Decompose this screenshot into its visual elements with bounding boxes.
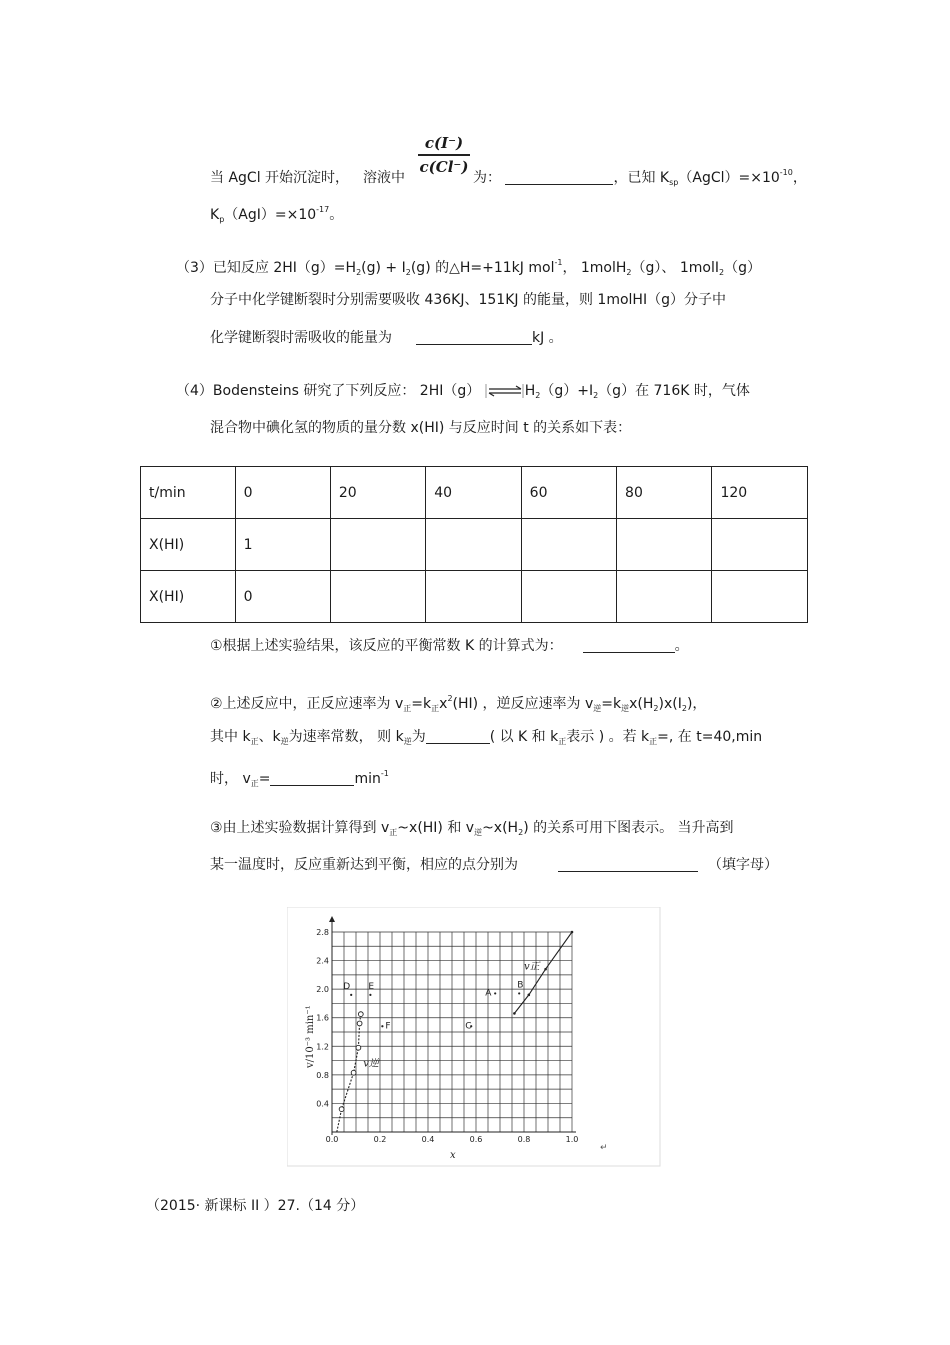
table-cell: 20 (330, 467, 425, 519)
v-ni-point (358, 1012, 363, 1017)
fraction-denominator: c(Cl⁻) (419, 158, 469, 176)
hi-fraction-table (140, 466, 808, 623)
answer-blank-k[interactable] (583, 638, 675, 653)
table-cell: 80 (617, 467, 712, 519)
point-label-f: F (385, 1021, 391, 1032)
q4-line2: 混合物中碘化氢的物质的量分数 x(HI) 与反应时间 t 的关系如下表： (210, 420, 632, 436)
y-tick-label: 0.4 (316, 1099, 329, 1109)
point-label-c: C (465, 1021, 472, 1032)
table-header-row (141, 467, 808, 519)
table-cell: 0 (235, 571, 330, 623)
x-tick-label: 0.0 (325, 1135, 339, 1144)
equilibrium-arrow-icon (485, 384, 525, 398)
ratio-fraction (416, 132, 472, 178)
v-zheng-point (513, 1012, 516, 1015)
table-cell: X(HI) (141, 571, 236, 623)
q3-line1: （3）已知反应 $2HI(g)=H_2(g) + I_2(g)$ 的△H=+11kJ mol$^{-1}$， 1molH$_2$（g）、 1molI$_2$（g） (176, 258, 761, 277)
answer-blank-points[interactable] (558, 857, 698, 872)
v-ni-point (351, 1070, 356, 1075)
point-marker-e (369, 994, 371, 996)
table-cell: 0 (235, 467, 330, 519)
table-cell: 1 (235, 519, 330, 571)
s2-line1: ②上述反应中，正反应速率为 $v_正=k_正x^2(HI)$ ，逆反应速率为 $v_逆=k_逆x(H_2)x(I_2)$， (210, 694, 707, 713)
point-label-a: A (485, 988, 492, 999)
answer-blank-energy[interactable] (416, 330, 532, 345)
y-tick-label: 2.4 (316, 956, 329, 966)
s2-line2: 其中 $k_正$、$k_逆$为速率常数， 则 $k_逆$为 ( 以 K 和 $k_正$表示 ) 。若 $k_正=$, 在 t=40,min (210, 729, 763, 746)
table-cell: X(HI) (141, 519, 236, 571)
answer-blank-vzheng[interactable] (270, 771, 354, 786)
table-cell: 40 (426, 467, 521, 519)
v-ni-point (356, 1045, 361, 1050)
q4-line1: （4）Bodensteins 研究了下列反应： 2HI（g） $H_2(g)+I_2(g)$在 716K 时，气体 (176, 383, 750, 400)
table-cell (617, 571, 712, 623)
y-tick-label: 2.8 (316, 928, 329, 937)
y-tick-label: 1.6 (316, 1013, 329, 1023)
answer-blank-kni[interactable] (426, 729, 490, 744)
table-cell (617, 519, 712, 571)
chart-frame (287, 907, 660, 1166)
table-cell (712, 571, 808, 623)
table-cell (712, 519, 808, 571)
x-tick-label: 0.2 (373, 1135, 387, 1144)
table-row (141, 571, 808, 623)
y-tick-label: 0.8 (316, 1070, 329, 1080)
v-ni-point (339, 1107, 344, 1112)
v-zheng-point (571, 931, 574, 934)
point-marker-d (350, 994, 352, 996)
point-label-e: E (368, 981, 375, 992)
table-cell (330, 571, 425, 623)
point-label-b: B (517, 980, 524, 991)
q3-line2: 分子中化学键断裂时分别需要吸收 436KJ、151KJ 的能量，则 1molHI（g）分子中 (210, 292, 726, 308)
v-ni-point (357, 1021, 362, 1026)
y-tick-label: 1.2 (316, 1042, 329, 1052)
table-cell: 120 (712, 467, 808, 519)
fraction-numerator: c(I⁻) (424, 134, 464, 152)
v-zheng-label: v正 (524, 961, 540, 973)
x-tick-label: 1.0 (565, 1135, 579, 1144)
v-ni-label: v逆 (363, 1058, 379, 1070)
table-cell (521, 571, 616, 623)
v-zheng-point (528, 994, 531, 997)
q3-line3: 化学键断裂时需吸收的能量为 kJ 。 (210, 330, 563, 346)
y-tick-label: 2.0 (316, 985, 329, 995)
x-tick-label: 0.6 (469, 1135, 483, 1144)
point-marker-b (518, 992, 520, 994)
s2-line3: 时， $v_正= \min^{-1}$ (210, 769, 389, 788)
x-axis-label: x (450, 1150, 456, 1161)
answer-blank-ratio[interactable] (505, 170, 613, 185)
p1-line1: 当 AgCl 开始沉淀时， 溶液中 为： ，已知 $K_{sp}(AgCl)=\times 10^{-10}$， (210, 168, 807, 187)
point-label-d: D (343, 981, 351, 992)
table-cell (330, 519, 425, 571)
table-cell (426, 519, 521, 571)
s1-line: ①根据上述实验结果，该反应的平衡常数 K 的计算式为： 。 (210, 638, 689, 654)
s3-line1: ③由上述实验数据计算得到 $v_正\sim x(HI)$ 和 $v_逆\sim x(H_2)$ 的关系可用下图表示。 当升高到 (210, 820, 734, 837)
table-cell (521, 519, 616, 571)
y-axis-label: v/10⁻³ min⁻¹ (305, 1005, 316, 1068)
table-row (141, 519, 808, 571)
s3-line2: 某一温度时，反应重新达到平衡，相应的点分别为 （填字母） (210, 857, 778, 873)
footer-source: （2015· 新课标 II ）27.（14 分） (146, 1198, 365, 1214)
v-zheng-point (544, 968, 547, 971)
rate-vs-fraction-chart (287, 907, 661, 1167)
table-cell: 60 (521, 467, 616, 519)
table-cell: t/min (141, 467, 236, 519)
table-cell (426, 571, 521, 623)
point-marker-f (381, 1025, 383, 1027)
p1-line2: $K_p(AgI)=\times 10^{-17}$。 (210, 205, 344, 224)
point-marker-a (494, 992, 496, 994)
x-tick-label: 0.8 (517, 1135, 531, 1144)
return-mark: ↵ (600, 1143, 608, 1153)
x-tick-label: 0.4 (421, 1135, 435, 1144)
